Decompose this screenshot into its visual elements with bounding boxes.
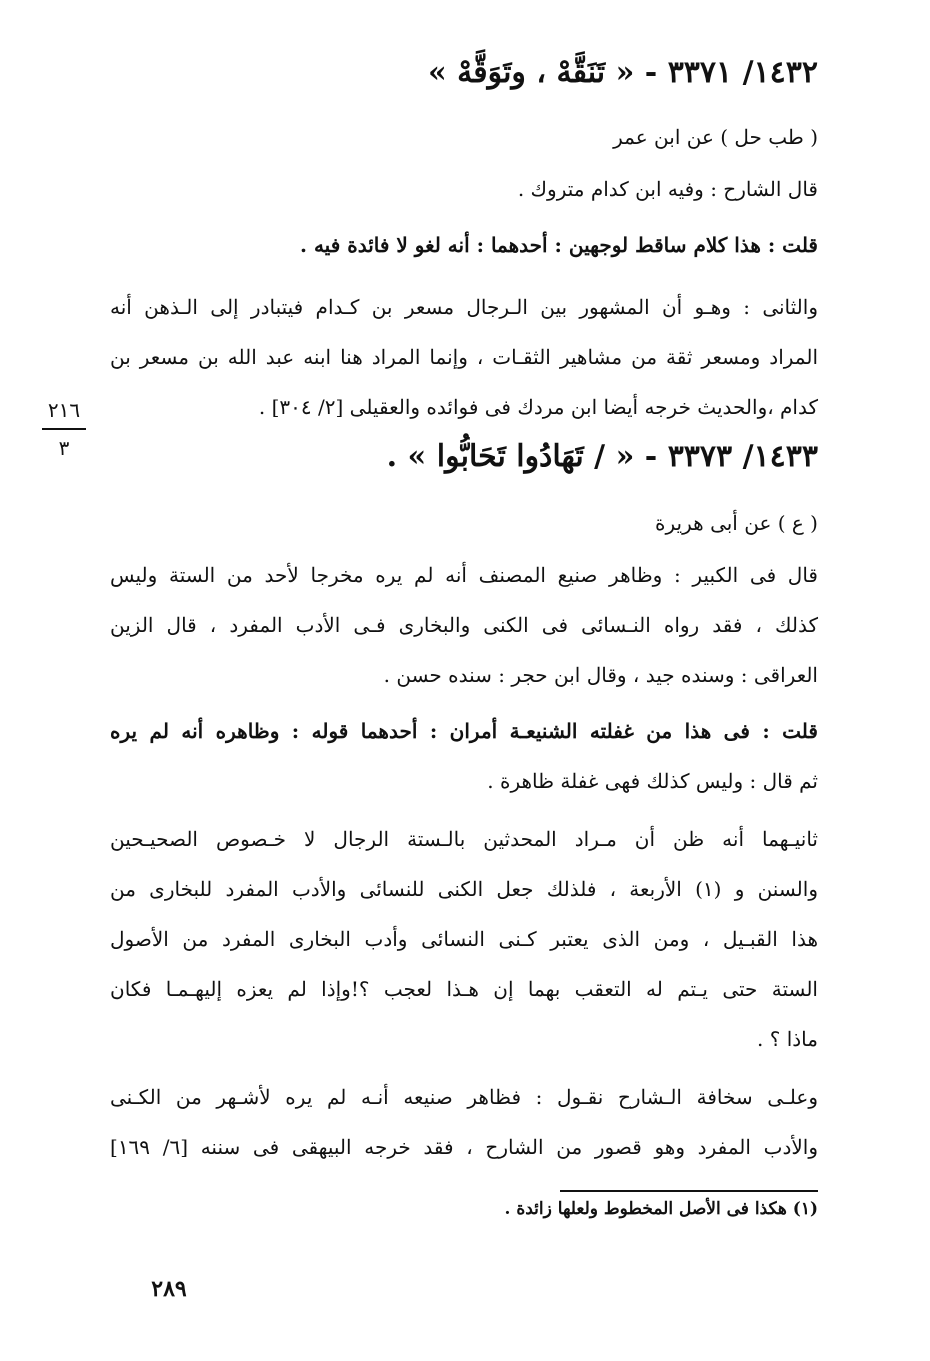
margin-note-bottom: ٣ bbox=[58, 436, 70, 460]
paragraph-line: الستة حتى يـتم له التعقب بهما إن هـذا لعجب ؟!وإذا لم يعزه إليهـمـا فكان bbox=[110, 977, 818, 1001]
paragraph-line: ماذا ؟ . bbox=[757, 1027, 818, 1051]
paragraph-line: قلت : فى هذا من غفلته الشنيعـة أمران : أحدهما قوله : وظاهره أنه لم يره bbox=[110, 719, 818, 743]
paragraph-line: العراقى : وسنده جيد ، وقال ابن حجر : سنده حسن . bbox=[383, 663, 818, 687]
paragraph-line: هذا القبـيل ، ومن الذى يعتبر كـنى النسائى وأدب البخارى المفرد من الأصول bbox=[110, 927, 818, 951]
hadith-heading-1433: ١٤٣٣/ ٣٣٧٣ - « / تَهَادُوا تَحَابُّوا » . bbox=[386, 439, 818, 474]
hadith-heading-1432: ١٤٣٢/ ٣٣٧١ - « تَنَقَّهْ ، وتَوَقَّهْ » bbox=[427, 55, 818, 90]
paragraph-line: قال الشارح : وفيه ابن كدام متروك . bbox=[517, 177, 818, 201]
footnote: (١) هكذا فى الأصل المخطوط ولعلها زائدة . bbox=[504, 1199, 818, 1219]
paragraph-line: كذلك ، فقد رواه النـسائى فى الكنى والبخارى فـى الأدب المفرد ، قال الزين bbox=[110, 613, 818, 637]
margin-note-top: ٢١٦ bbox=[47, 398, 81, 422]
hadith-source-1432: ( طب حل ) عن ابن عمر bbox=[613, 125, 818, 149]
paragraph-line: قال فى الكبير : وظاهر صنيع المصنف أنه لم يره مخرجا لأحد من الستة وليس bbox=[110, 563, 818, 587]
paragraph-line: المراد ومسعر ثقة من مشاهير الثقـات ، وإنما المراد هنا ابنه عبد الله بن مسعر بن bbox=[110, 345, 818, 369]
margin-volume-page-note bbox=[36, 396, 92, 462]
hadith-source-1433: ( ع ) عن أبى هريرة bbox=[655, 511, 818, 535]
page-number: ٢٨٩ bbox=[151, 1276, 187, 1302]
paragraph-line: ثم قال : وليس كذلك فهى غفلة ظاهرة . bbox=[487, 769, 818, 793]
paragraph-line: كدام ،والحديث خرجه أيضا ابن مردك فى فوائده والعقيلى [٢/ ٣٠٤] . bbox=[258, 395, 818, 419]
paragraph-line: ثانيـهما أنه ظن أن مـراد المحدثين بالـستة الرجال لا خـصوص الصحيـحين bbox=[110, 827, 818, 851]
paragraph-line: والسنن و (١) الأربعة ، فلذلك جعل الكنى للنسائى والأدب المفرد للبخارى من bbox=[110, 877, 818, 901]
paragraph-line: والأدب المفرد وهو قصور من الشارح ، فقد خرجه البيهقى فى سننه [٦/ ١٦٩] bbox=[110, 1135, 818, 1159]
paragraph-line: قلت : هذا كلام ساقط لوجهين : أحدهما : أنه لغو لا فائدة فيه . bbox=[300, 233, 818, 257]
paragraph-line: والثانى : وهـو أن المشهور بين الـرجال مسعر بن كـدام فيتبادر إلى الـذهن أنه bbox=[110, 295, 818, 319]
paragraph-line: وعلـى سخافة الـشارح نقـول : فظاهر صنيعه أنـه لم يره لأشـهر من الكـنى bbox=[110, 1085, 818, 1109]
margin-note-divider bbox=[42, 428, 86, 430]
footnote-divider bbox=[560, 1190, 818, 1192]
